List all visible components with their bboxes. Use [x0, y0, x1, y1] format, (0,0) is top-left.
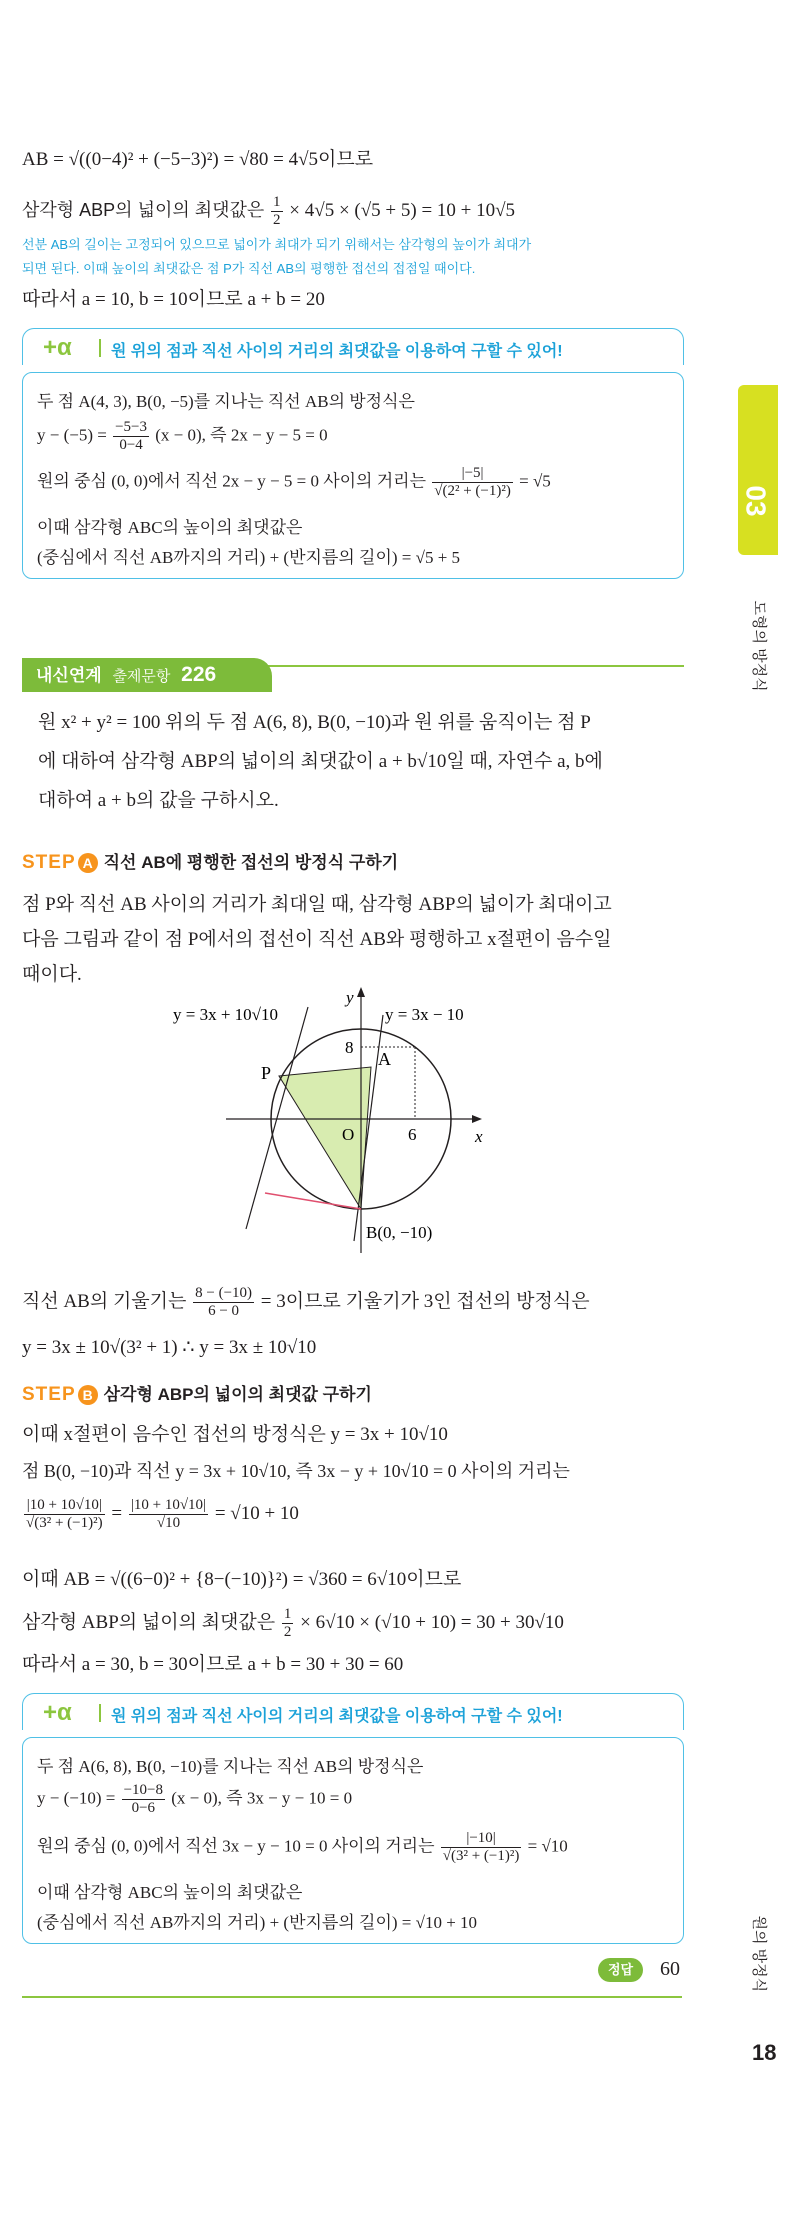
- step-a-heading: STEP A 직선 AB에 평행한 접선의 방정식 구하기: [22, 852, 399, 873]
- plus-alpha-badge-2: +α: [43, 1699, 72, 1726]
- tip2-heading: 원 위의 점과 직선 사이의 거리의 최댓값을 이용하여 구할 수 있어!: [111, 1708, 563, 1725]
- tick-8: 8: [345, 1038, 354, 1057]
- tip1-box: [22, 372, 684, 579]
- problem-line-1: 원 x² + y² = 100 위의 두 점 A(6, 8), B(0, −10)과 원 위를 움직이는 점 P: [38, 712, 591, 733]
- point-p-label: P: [261, 1063, 272, 1083]
- problem-line-2: 에 대하여 삼각형 ABP의 넓이의 최댓값이 a + b√10일 때, 자연수 a, b에: [38, 751, 603, 772]
- divider: [99, 339, 101, 357]
- answer-badge: 정답: [598, 1958, 643, 1982]
- tip1-line-4: 이때 삼각형 ABC의 높이의 최댓값은: [37, 518, 303, 537]
- tip1-line-1: 두 점 A(4, 3), B(0, −5)를 지나는 직선 AB의 방정식은: [37, 392, 415, 411]
- step-b-conclusion: 따라서 a = 30, b = 30이므로 a + b = 30 + 30 = 60: [22, 1654, 404, 1675]
- axis-y-label: y: [346, 988, 354, 1007]
- ab-length-line: AB = √((0−4)² + (−5−3)²) = √80 = 4√5이므로: [22, 149, 374, 170]
- chapter-tab: [738, 385, 778, 555]
- point-a-label: A: [378, 1049, 391, 1069]
- answer-value: 60: [660, 1958, 680, 1980]
- step-a-badge: A: [78, 853, 98, 873]
- section-title: 원의 방정식: [750, 1915, 768, 1993]
- plus-alpha-badge: +α: [43, 334, 72, 361]
- step-b-line-5: 삼각형 ABP의 넓이의 최댓값은 $\frac{1}{2}$ × 6√10 × (√10 + 10) = 30 + 30√10: [22, 1606, 564, 1641]
- step-a-line-1: 점 P와 직선 AB 사이의 거리가 최대일 때, 삼각형 ABP의 넓이가 최대이고: [22, 894, 612, 915]
- label-ab: y = 3x − 10: [385, 1005, 464, 1024]
- chapter-number: 03: [740, 485, 772, 517]
- tangent-equations: y = 3x ± 10√(3² + 1) ∴ y = 3x ± 10√10: [22, 1337, 317, 1358]
- problem-line-3: 대하여 a + b의 값을 구하시오.: [38, 790, 279, 811]
- page-number: 18: [752, 2040, 777, 2065]
- tip1-line-2: y − (−5) = $\frac{-5-3}{0-4}$ (x − 0), 즉 2x − y − 5 = 0: [37, 419, 328, 454]
- step-a-line-2: 다음 그림과 같이 점 P에서의 접선이 직선 AB와 평행하고 x절편이 음수일: [22, 929, 612, 950]
- axis-x-label: x: [475, 1127, 483, 1146]
- tip1-header: [22, 328, 684, 365]
- step-b-line-1: 이때 x절편이 음수인 접선의 방정식은 y = 3x + 10√10: [22, 1424, 448, 1445]
- tip2-line-4: 이때 삼각형 ABC의 높이의 최댓값은: [37, 1883, 303, 1902]
- tip2-line-3: 원의 중심 (0, 0)에서 직선 3x − y − 10 = 0 사이의 거리는 $\frac{|-10|}{\text{√(3² + (−1)²)}}$ = √10: [37, 1830, 568, 1865]
- circle-graph: [170, 985, 530, 1265]
- problem-tag: 내신연계 출제문항 226: [22, 658, 272, 692]
- bottom-rule: [22, 1996, 682, 1998]
- step-b-heading: STEP B 삼각형 ABP의 넓이의 최댓값 구하기: [22, 1384, 372, 1405]
- step-a-line-3: 때이다.: [22, 964, 82, 985]
- tip2-header: [22, 1693, 684, 1730]
- tip2-line-1: 두 점 A(6, 8), B(0, −10)를 지나는 직선 AB의 방정식은: [37, 1757, 424, 1776]
- step-b-line-2: 점 B(0, −10)과 직선 y = 3x + 10√10, 즉 3x − y + 10√10 = 0 사이의 거리는: [22, 1461, 570, 1481]
- tick-6: 6: [408, 1125, 417, 1144]
- point-b-label: B(0, −10): [366, 1223, 433, 1242]
- half-fraction: $\frac{1}{2}$: [273, 194, 281, 229]
- step-b-badge: B: [78, 1385, 98, 1405]
- problem-header-line: [262, 665, 684, 667]
- tip1-line-5: (중심에서 직선 AB까지의 거리) + (반지름의 길이) = √5 + 5: [37, 548, 461, 567]
- distance-calc: $\frac{|10 + 10√10|}{\text{√(3² + (−1)²)}}$ = $\frac{|10 + 10√10|}{√10}$ = √10 + 10: [26, 1497, 299, 1532]
- max-area-line: 삼각형 ABP의 넓이의 최댓값은 $\frac{1}{2}$ × 4√5 × (√5 + 5) = 10 + 10√5: [22, 194, 516, 229]
- triangle-abp: [279, 1067, 371, 1209]
- y-arrow: [357, 987, 365, 997]
- label-tangent: y = 3x + 10√10: [173, 1005, 279, 1024]
- note-line-1: 선분 AB의 길이는 고정되어 있으므로 넓이가 최대가 되기 위해서는 삼각형의 높이가 최대가: [22, 237, 532, 252]
- conclusion-1: 따라서 a = 10, b = 10이므로 a + b = 20: [22, 289, 325, 310]
- x-arrow: [472, 1115, 482, 1123]
- slope-line: 직선 AB의 기울기는 $\frac{8 - (-10)}{6 - 0}$ = 3이므로 기울기가 3인 접선의 방정식은: [22, 1285, 590, 1320]
- step-b-line-4: 이때 AB = √((6−0)² + {8−(−10)}²) = √360 = 6√10이므로: [22, 1569, 462, 1590]
- tip2-line-2: y − (−10) = $\frac{-10-8}{0-6}$ (x − 0), 즉 3x − y − 10 = 0: [37, 1782, 353, 1817]
- chapter-title: 도형의 방정식: [750, 600, 768, 692]
- origin-label: O: [342, 1125, 355, 1144]
- tip1-line-3: 원의 중심 (0, 0)에서 직선 2x − y − 5 = 0 사이의 거리는 $\frac{|-5|}{\text{√(2² + (−1)²)}}$ = √5: [37, 465, 551, 500]
- note-line-2: 되면 된다. 이때 높이의 최댓값은 점 P가 직선 AB의 평행한 접선의 접점일 때이다.: [22, 261, 476, 276]
- tip2-line-5: (중심에서 직선 AB까지의 거리) + (반지름의 길이) = √10 + 10: [37, 1913, 478, 1932]
- tip1-heading: 원 위의 점과 직선 사이의 거리의 최댓값을 이용하여 구할 수 있어!: [111, 343, 563, 360]
- divider-2: [99, 1704, 101, 1722]
- tip2-box: [22, 1737, 684, 1944]
